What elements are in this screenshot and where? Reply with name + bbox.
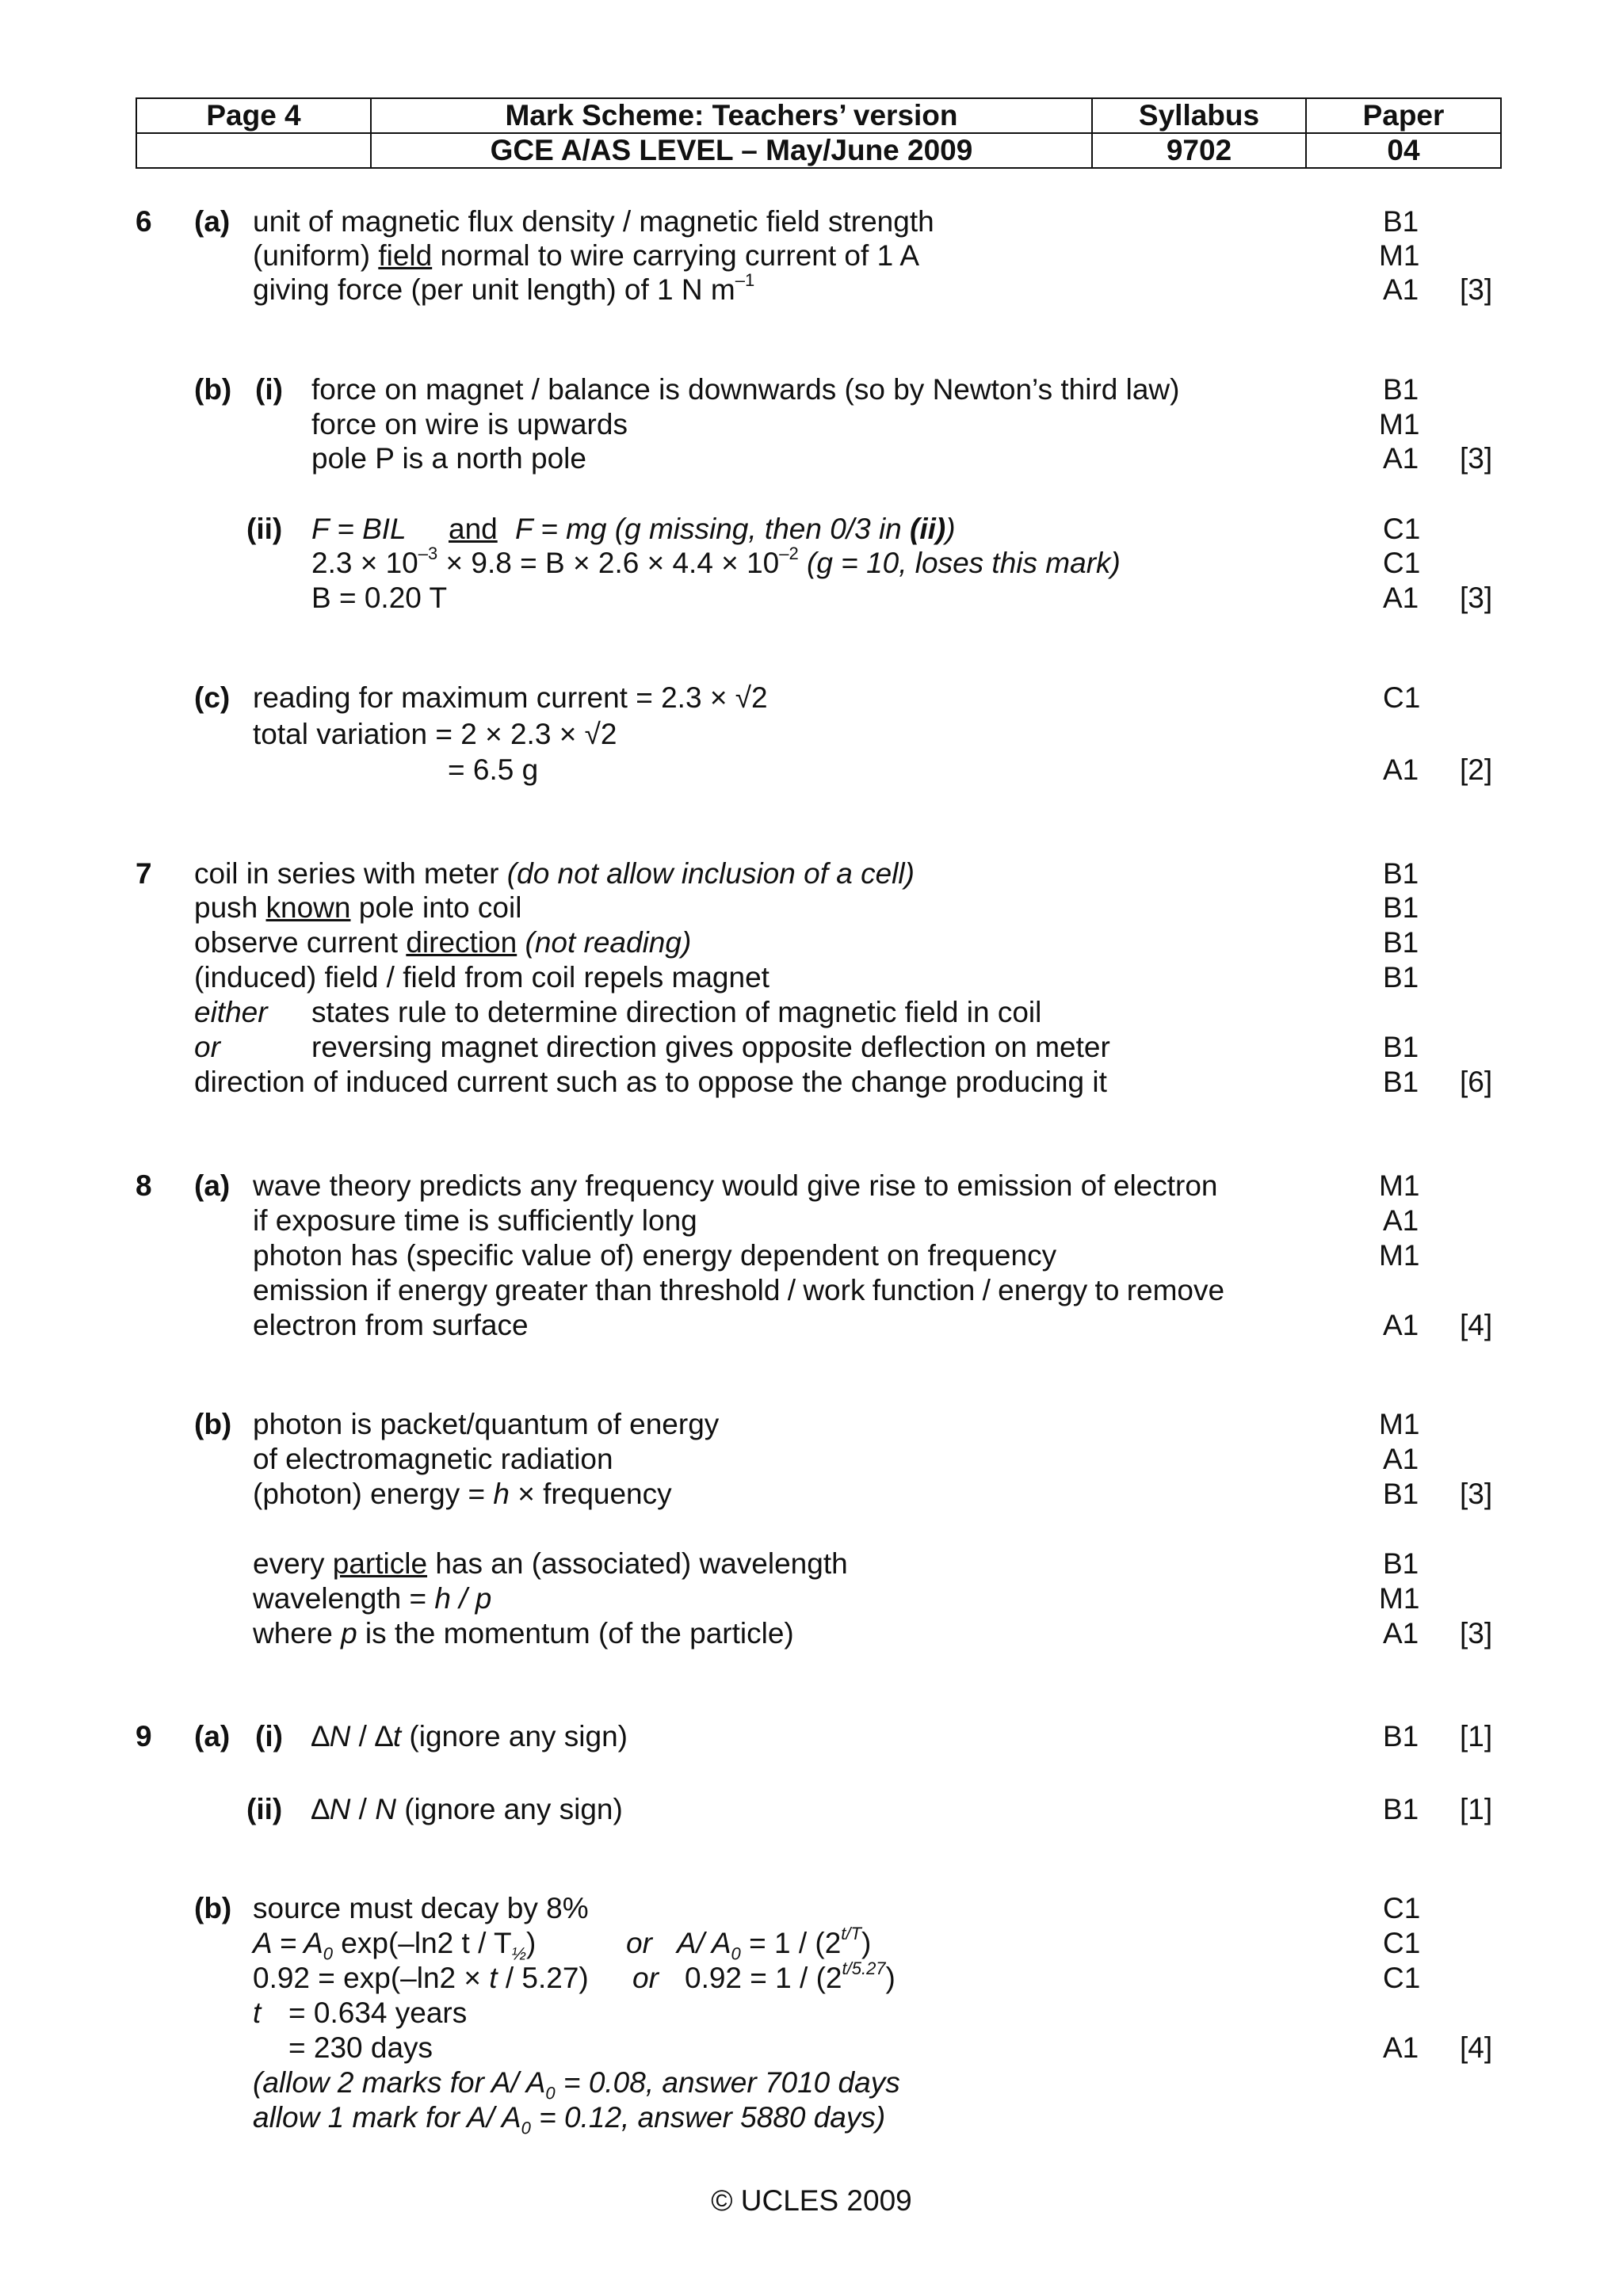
q9-aii-line [0, 1792, 1623, 1827]
mark-code: A1 [1383, 442, 1419, 475]
answer-text: force on wire is upwards [311, 408, 628, 441]
part-label-c: (c) [194, 681, 231, 714]
equation: F = BIL [311, 513, 407, 545]
mark-total: [4] [1460, 1309, 1493, 1341]
question-number-7: 7 [136, 857, 152, 890]
text-segment: wavelength = [253, 1582, 435, 1615]
answer-text: B = 0.20 T [311, 582, 448, 614]
mark-code: A1 [1383, 582, 1419, 614]
q8-a-line-4 [0, 1273, 1623, 1308]
header-table [136, 97, 1502, 169]
q6-c-line-2 [0, 717, 1623, 752]
bold-italic-text: (ii) [910, 513, 946, 545]
answer-text: if exposure time is sufficiently long [253, 1204, 697, 1237]
footer-copyright: © UCLES 2009 [711, 2184, 912, 2217]
text-segment: observe current [194, 926, 407, 959]
q7-line-3 [0, 925, 1623, 960]
q7-line-2 [0, 891, 1623, 925]
subpart-label-ii: (ii) [246, 1793, 283, 1825]
q8-a-line-2 [0, 1203, 1623, 1238]
italic-symbol: h [493, 1478, 510, 1510]
answer-text: states rule to determine direction of magnetic field in coil [311, 996, 1042, 1028]
text-segment: ∆ [311, 1793, 330, 1825]
equation-note [515, 512, 956, 547]
subscript: 0 [323, 1943, 334, 1964]
q7-line-5 [0, 995, 1623, 1030]
italic-symbol: t [253, 1997, 262, 2029]
answer-text: of electromagnetic radiation [253, 1443, 613, 1475]
superscript: –2 [779, 543, 799, 563]
text-segment: ) [885, 1962, 896, 1994]
underlined-text: direction [406, 926, 517, 959]
q6-bi-line-1 [0, 372, 1623, 407]
text-segment: (ignore any sign) [395, 1793, 623, 1825]
part-label-a: (a) [194, 205, 231, 238]
italic-note [253, 2065, 900, 2103]
subpart-label-i: (i) [255, 373, 283, 406]
equation [253, 1926, 537, 1964]
italic-note: (not reading) [517, 926, 692, 959]
q6-a-line-2 [0, 238, 1623, 273]
mark-total: [1] [1460, 1720, 1493, 1753]
mark-code: M1 [1379, 1239, 1420, 1272]
subpart-label-i: (i) [255, 1720, 283, 1753]
answer-text: = 6.5 g [448, 753, 539, 786]
or-label: or [626, 1927, 652, 1959]
answer-text: wave theory predicts any frequency would give rise to emission of electron [253, 1169, 1218, 1202]
text-segment: 0.92 = 1 / (2 [685, 1962, 842, 1994]
mark-code: B1 [1383, 926, 1419, 959]
answer-text [253, 1477, 672, 1512]
or-label: or [194, 1031, 220, 1063]
equation [253, 1961, 589, 1996]
question-number-8: 8 [136, 1169, 152, 1202]
header-paper-label: Paper [1306, 98, 1501, 133]
underlined-text: known [265, 891, 351, 924]
q7-line-4 [0, 960, 1623, 995]
mark-code: C1 [1383, 1962, 1421, 1994]
text-segment: / ∆ [350, 1720, 393, 1753]
q9-ai-line [0, 1719, 1623, 1754]
superscript: –3 [418, 543, 438, 563]
superscript: t/T [841, 1923, 861, 1943]
q9-b-line-2 [0, 1923, 1623, 1964]
subscript: 0 [545, 2083, 556, 2103]
italic-symbol: N [329, 1720, 351, 1753]
mark-total: [1] [1460, 1793, 1493, 1825]
header-paper-code: 04 [1306, 133, 1501, 168]
text-segment: ∆ [311, 1720, 330, 1753]
q8-b-line-2 [0, 1442, 1623, 1477]
answer-text [253, 269, 755, 307]
answer-text: = 230 days [288, 2031, 433, 2064]
q9-b-line-4 [0, 1996, 1623, 2031]
q9-b-line-3 [0, 1958, 1623, 1996]
mark-code: B1 [1383, 1066, 1419, 1098]
text-segment: 2.3 × 10 [311, 547, 418, 579]
answer-text [253, 1581, 491, 1616]
q6-c-line-1 [0, 681, 1623, 715]
text-segment: giving force (per unit length) of 1 N m [253, 273, 735, 306]
mark-code: A1 [1383, 2031, 1419, 2064]
italic-symbol: t [489, 1962, 498, 1994]
mark-total: [3] [1460, 582, 1493, 614]
text-segment: allow 1 mark for A/ A [253, 2101, 521, 2134]
mark-total: [2] [1460, 753, 1493, 786]
mark-total: [3] [1460, 273, 1493, 306]
header-empty-cell [136, 133, 371, 168]
answer-text: (induced) field / field from coil repels magnet [194, 961, 769, 994]
mark-code: C1 [1383, 1927, 1421, 1959]
mark-code: M1 [1379, 1169, 1420, 1202]
superscript: t/5.27 [842, 1958, 886, 1978]
mark-code: A1 [1383, 1204, 1419, 1237]
text-segment: ) [861, 1927, 872, 1959]
q6-bi-line-2 [0, 407, 1623, 442]
text-segment: has an (associated) wavelength [427, 1547, 848, 1580]
header-syllabus-code: 9702 [1092, 133, 1306, 168]
q6-bii-line-3 [0, 581, 1623, 616]
text-segment: = 1 / (2 [740, 1927, 842, 1959]
mark-code: C1 [1383, 513, 1421, 545]
q6-bi-line-3 [0, 441, 1623, 476]
mark-code: A1 [1383, 273, 1419, 306]
text-segment: F = mg (g missing, then 0/3 in [515, 513, 911, 545]
subscript: 0 [731, 1943, 741, 1964]
q6-bii-line-2 [0, 543, 1623, 581]
subscript: 0 [521, 2118, 531, 2138]
equation [685, 1958, 896, 1996]
answer-text [253, 1547, 848, 1581]
text-segment: 0.92 = exp(–ln2 × [253, 1962, 490, 1994]
text-segment: = 0.12, answer 5880 days) [530, 2101, 886, 2134]
text-segment: = 0.08, answer 7010 days [555, 2066, 900, 2099]
mark-code: M1 [1379, 239, 1420, 272]
answer-text [253, 1616, 794, 1651]
superscript: –1 [735, 269, 755, 290]
underlined-text: field [378, 239, 433, 272]
q8-b-line-5 [0, 1581, 1623, 1616]
underlined-text: particle [332, 1547, 428, 1580]
q7-line-6 [0, 1030, 1623, 1065]
q6-a-line-3 [0, 269, 1623, 307]
q8-a-line-3 [0, 1238, 1623, 1273]
answer-text [311, 1719, 628, 1754]
text-segment: × 9.8 = B × 2.6 × 4.4 × 10 [437, 547, 780, 579]
q9-b-note-2 [0, 2100, 1623, 2138]
answer-text: = 0.634 years [288, 1997, 468, 2029]
mark-total: [4] [1460, 2031, 1493, 2064]
text-segment: × frequency [509, 1478, 672, 1510]
either-label: either [194, 996, 268, 1028]
mark-total: [6] [1460, 1066, 1493, 1098]
part-label-b: (b) [194, 373, 232, 406]
q9-b-line-1 [0, 1891, 1623, 1926]
header-subtitle: GCE A/AS LEVEL – May/June 2009 [371, 133, 1092, 168]
italic-note [253, 2100, 886, 2138]
mark-code: B1 [1383, 857, 1419, 890]
text-segment: / [350, 1793, 376, 1825]
mark-code: M1 [1379, 408, 1420, 441]
mark-total: [3] [1460, 442, 1493, 475]
answer-text: unit of magnetic flux density / magnetic field strength [253, 205, 934, 238]
mark-total: [3] [1460, 1478, 1493, 1510]
text-segment: is the momentum (of the particle) [357, 1617, 794, 1650]
mark-code: C1 [1383, 1892, 1421, 1924]
answer-text [253, 238, 919, 273]
header-syllabus-label: Syllabus [1092, 98, 1306, 133]
answer-text: direction of induced current such as to oppose the change producing it [194, 1066, 1107, 1098]
text-segment: pole into coil [350, 891, 522, 924]
part-label-b: (b) [194, 1892, 232, 1924]
mark-code: B1 [1383, 373, 1419, 406]
text-segment: A/ A [677, 1927, 731, 1959]
text-segment: push [194, 891, 266, 924]
answer-text: electron from surface [253, 1309, 529, 1341]
answer-text: emission if energy greater than threshold / work function / energy to remove [253, 1274, 1225, 1306]
or-label: or [632, 1962, 659, 1994]
header-page: Page 4 [136, 98, 371, 133]
answer-text [311, 543, 1121, 581]
mark-code: B1 [1383, 1478, 1419, 1510]
answer-text: reversing magnet direction gives opposite deflection on meter [311, 1031, 1110, 1063]
text-segment: every [253, 1547, 333, 1580]
mark-code: B1 [1383, 1547, 1419, 1580]
q8-a-line-5 [0, 1308, 1623, 1343]
italic-symbol: t [392, 1720, 402, 1753]
text-segment: A = A [253, 1927, 323, 1959]
mark-total: [3] [1460, 1617, 1493, 1650]
text-segment: (ignore any sign) [401, 1720, 628, 1753]
mark-code: M1 [1379, 1408, 1420, 1440]
q7-line-7 [0, 1065, 1623, 1100]
q6-c-line-3 [0, 753, 1623, 788]
italic-equation: h / p [434, 1582, 492, 1615]
q9-b-line-5 [0, 2031, 1623, 2065]
question-number-6: 6 [136, 205, 152, 238]
mark-code: A1 [1383, 1443, 1419, 1475]
italic-symbol: N [375, 1793, 396, 1825]
text-segment: (allow 2 marks for A/ A [253, 2066, 546, 2099]
q9-b-note-1 [0, 2065, 1623, 2103]
answer-text: force on magnet / balance is downwards (so by Newton’s third law) [311, 373, 1180, 406]
q6-bii-line-1 [0, 512, 1623, 547]
italic-note: (do not allow inclusion of a cell) [506, 857, 915, 890]
subscript: ½ [511, 1943, 526, 1964]
q8-a-line-1 [0, 1169, 1623, 1203]
underlined-text: and [449, 513, 498, 545]
text-segment: where [253, 1617, 342, 1650]
answer-text: photon has (specific value of) energy dependent on frequency [253, 1239, 1057, 1272]
mark-code: B1 [1383, 1793, 1419, 1825]
mark-code: C1 [1383, 681, 1421, 714]
text-segment: ) [945, 513, 956, 545]
answer-text: photon is packet/quantum of energy [253, 1408, 720, 1440]
q8-b-line-4 [0, 1547, 1623, 1581]
italic-note: (g = 10, loses this mark) [807, 547, 1121, 579]
answer-text [194, 891, 521, 925]
text-segment: exp(–ln2 t / T [333, 1927, 512, 1959]
mark-code: B1 [1383, 891, 1419, 924]
answer-text [194, 925, 691, 960]
question-number-9: 9 [136, 1720, 152, 1753]
italic-symbol: N [329, 1793, 351, 1825]
answer-text: pole P is a north pole [311, 442, 586, 475]
mark-code: A1 [1383, 1309, 1419, 1341]
mark-code: A1 [1383, 753, 1419, 786]
q6-a-line-1 [0, 204, 1623, 239]
subpart-label-ii: (ii) [246, 513, 283, 545]
q8-b-line-6 [0, 1616, 1623, 1651]
text-segment: (photon) energy = [253, 1478, 494, 1510]
q8-b-line-1 [0, 1407, 1623, 1442]
text-segment: normal to wire carrying current of 1 A [432, 239, 920, 272]
answer-text [311, 1792, 623, 1827]
header-title: Mark Scheme: Teachers’ version [371, 98, 1092, 133]
equation [677, 1923, 872, 1964]
mark-code: C1 [1383, 547, 1421, 579]
mark-code: M1 [1379, 1582, 1420, 1615]
mark-code: B1 [1383, 1720, 1419, 1753]
q7-line-1 [0, 856, 1623, 891]
mark-code: A1 [1383, 1617, 1419, 1650]
text-segment: / 5.27) [497, 1962, 589, 1994]
mark-code: B1 [1383, 961, 1419, 994]
q8-b-line-3 [0, 1477, 1623, 1512]
text-segment: ) [525, 1927, 537, 1959]
part-label-a: (a) [194, 1720, 231, 1753]
answer-text: total variation = 2 × 2.3 × √2 [253, 718, 617, 750]
answer-text: reading for maximum current = 2.3 × √2 [253, 681, 768, 714]
text-segment: coil in series with meter [194, 857, 507, 890]
italic-symbol: p [341, 1617, 357, 1650]
part-label-a: (a) [194, 1169, 231, 1202]
part-label-b: (b) [194, 1408, 232, 1440]
text-segment: (uniform) [253, 239, 379, 272]
answer-text: source must decay by 8% [253, 1892, 589, 1924]
mark-code: B1 [1383, 205, 1419, 238]
mark-code: B1 [1383, 1031, 1419, 1063]
answer-text [194, 856, 915, 891]
